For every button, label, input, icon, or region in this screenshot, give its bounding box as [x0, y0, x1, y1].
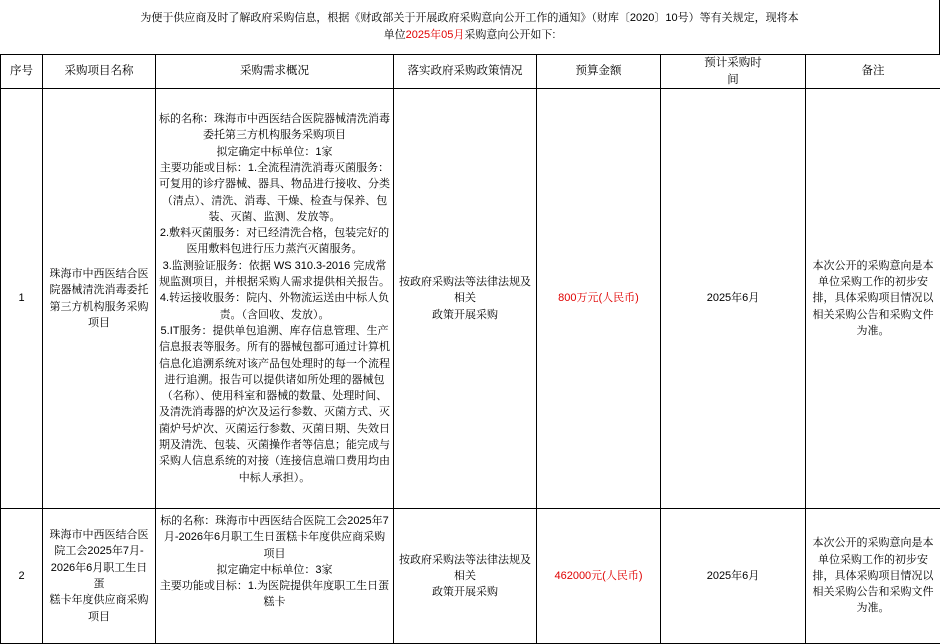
text-line: 装、灭菌、监测、发放等。: [159, 209, 390, 225]
text-line: 相关采购公告和采购文件: [809, 584, 937, 600]
text-line: 可复用的诊疗器械、器具、物品进行接收、分类: [159, 176, 390, 192]
text-line: 院器械清洗消毒委托: [46, 282, 152, 298]
text-line: 糕卡: [159, 594, 390, 610]
text-line: 排，具体采购项目情况以: [809, 290, 937, 306]
text-line: 进行追溯。报告可以提供诸如所处理的器械包: [159, 372, 390, 388]
text-line: 3.监测验证服务：依据 WS 310.3-2016 完成常: [159, 258, 390, 274]
header-policy: 落实政府采购政策情况: [394, 55, 537, 89]
text-line: 本次公开的采购意向是本: [809, 258, 937, 274]
header-note: 备注: [806, 55, 940, 89]
text-line: 第三方机构服务采购: [46, 299, 152, 315]
text-line: 单位采购工作的初步安: [809, 274, 937, 290]
cell-budget: 800万元(人民币): [537, 89, 661, 509]
text-line: （名称）、使用科室和器械的数量、处理时间、: [159, 388, 390, 404]
text-line: 及清洗消毒器的炉次及运行参数、灭菌方式、灭: [159, 404, 390, 420]
text-line: 拟定确定中标单位：1家: [159, 144, 390, 160]
text-line: 项目: [46, 315, 152, 331]
text-line: 本次公开的采购意向是本: [809, 535, 937, 551]
text-line: 标的名称：珠海市中西医结合医院工会2025年7: [159, 513, 390, 529]
text-line: 5.IT服务：提供单包追溯、库存信息管理、生产: [159, 323, 390, 339]
text-line: 委托第三方机构服务采购项目: [159, 127, 390, 143]
cell-policy: [394, 509, 537, 644]
text-line: 政策开展采购: [397, 307, 533, 323]
text-line: 期及清洗、包装、灭菌操作者等信息；能完成与: [159, 437, 390, 453]
text-line: 主要功能或目标：1.为医院提供年度职工生日蛋: [159, 578, 390, 594]
table-header-row: [1, 55, 940, 89]
text-line: 规监测项目，并根据采购人需求提供相关报告。: [159, 274, 390, 290]
header-budget: 预算金额: [537, 55, 661, 89]
text-line: 院工会2025年7月-: [46, 543, 152, 559]
cell-policy: [394, 89, 537, 509]
text-line: 相关: [397, 568, 533, 584]
text-line: 珠海市中西医结合医: [46, 527, 152, 543]
table-row: [1, 89, 940, 509]
text-line: 为准。: [809, 600, 937, 616]
cell-note: [806, 89, 940, 509]
text-line: 拟定确定中标单位：3家: [159, 562, 390, 578]
header-time-line: 间: [664, 72, 802, 88]
intro-line-2: [0, 27, 939, 44]
cell-no: 2: [1, 509, 43, 644]
procurement-intent-table: [0, 54, 940, 644]
cell-description: [156, 509, 394, 644]
text-line: 珠海市中西医结合医: [46, 266, 152, 282]
cell-project-name: [43, 509, 156, 644]
header-description: 采购需求概况: [156, 55, 394, 89]
cell-time: 2025年6月: [661, 509, 806, 644]
text-line: 菌炉号炉次、灭菌运行参数、灭菌日期、失效日: [159, 421, 390, 437]
text-line: 2026年6月职工生日蛋: [46, 560, 152, 593]
cell-project-name: [43, 89, 156, 509]
header-no: 序号: [1, 55, 43, 89]
header-name: 采购项目名称: [43, 55, 156, 89]
intro-notice: [0, 0, 940, 54]
header-time: [661, 55, 806, 89]
cell-no: 1: [1, 89, 43, 509]
text-line: 责。（含回收、发放）。: [159, 307, 390, 323]
intro-suffix: 采购意向公开如下:: [464, 29, 555, 41]
text-line: 为准。: [809, 323, 937, 339]
text-line: 项目: [159, 546, 390, 562]
text-line: 2.敷料灭菌服务：对已经清洗合格，包装完好的: [159, 225, 390, 241]
cell-budget: 462000元(人民币): [537, 509, 661, 644]
cell-note: [806, 509, 940, 644]
intro-prefix: 单位: [384, 29, 406, 41]
intro-period: 2025年05月: [406, 29, 465, 41]
text-line: 糕卡年度供应商采购: [46, 592, 152, 608]
intro-line-1: 为便于供应商及时了解政府采购信息，根据《财政部关于开展政府采购意向公开工作的通知》（财库〔2020〕10号）等有关规定，现将本: [0, 10, 939, 27]
text-line: 相关: [397, 290, 533, 306]
header-time-line: 预计采购时: [664, 55, 802, 71]
text-line: 政策开展采购: [397, 584, 533, 600]
cell-description: [156, 89, 394, 509]
text-line: 4.转运接收服务：院内、外物流运送由中标人负: [159, 290, 390, 306]
text-line: 信息化追溯系统对该产品包处理时的每一个流程: [159, 356, 390, 372]
text-line: 中标人承担）。: [159, 470, 390, 486]
text-line: 信息报表等服务。所有的器械包都可通过计算机: [159, 339, 390, 355]
table-row: [1, 509, 940, 644]
text-line: 标的名称：珠海市中西医结合医院器械清洗消毒: [159, 111, 390, 127]
text-line: （清点）、清洗、消毒、干燥、检查与保养、包: [159, 193, 390, 209]
text-line: 相关采购公告和采购文件: [809, 307, 937, 323]
text-line: 单位采购工作的初步安: [809, 552, 937, 568]
text-line: 按政府采购法等法律法规及: [397, 552, 533, 568]
text-line: 月-2026年6月职工生日蛋糕卡年度供应商采购: [159, 529, 390, 545]
text-line: 医用敷料包进行压力蒸汽灭菌服务。: [159, 241, 390, 257]
text-line: 按政府采购法等法律法规及: [397, 274, 533, 290]
cell-time: 2025年6月: [661, 89, 806, 509]
text-line: 排，具体采购项目情况以: [809, 568, 937, 584]
text-line: 采购人信息系统的对接（连接信息端口费用均由: [159, 453, 390, 469]
text-line: 项目: [46, 609, 152, 625]
text-line: 主要功能或目标：1.全流程清洗消毒灭菌服务：: [159, 160, 390, 176]
